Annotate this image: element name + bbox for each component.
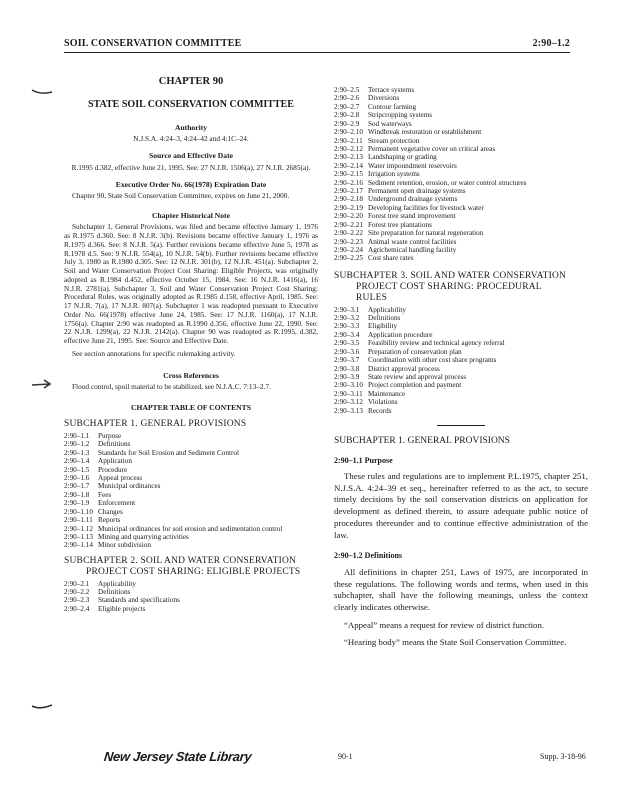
toc-item [334,365,588,373]
cross-references-heading: Cross References [163,370,219,380]
toc-item-title: Applicability [368,305,406,314]
toc-item [64,440,318,448]
toc-item-title: Application procedure [368,330,433,339]
divider [437,425,485,426]
toc-item-title: Standards for Soil Erosion and Sediment Control [98,448,239,457]
toc-item [334,331,588,339]
authority-text: N.J.S.A. 4:24–3, 4:24–42 and 4:1C–24. [133,133,249,143]
chapter-label: CHAPTER 90 [158,76,224,87]
toc-sub3-list [334,306,588,415]
toc-item [64,516,318,524]
expiration-text: Chapter 90, State Soil Conservation Committee, expires on June 21, 2000. [72,191,290,201]
toc-item-number: 2:90–3.5 [334,339,360,348]
toc-item-number: 2:90–2.8 [334,111,360,120]
toc-item [334,254,588,262]
hearing-body-definition: “Hearing body” means the State Soil Conservation Committee. [344,637,567,648]
toc-item-number: 2:90–2.11 [334,136,363,145]
toc-item-title: Permanent open drainage systems [368,187,466,196]
toc-item [334,348,588,356]
toc-item-number: 2:90–2.13 [334,153,363,162]
toc-item [334,356,588,364]
toc-heading: CHAPTER TABLE OF CONTENTS [131,403,251,413]
toc-item-title: Definitions [368,314,401,323]
toc-item-number: 2:90–3.9 [334,373,360,381]
toc-item [334,246,588,254]
toc-item-number: 2:90–2.19 [334,203,363,212]
toc-item [334,103,588,111]
toc-sub2-list-part1 [64,580,318,614]
toc-item [334,381,588,389]
toc-item-number: 2:90–2.12 [334,144,363,153]
toc-item-title: State review and approval process [368,373,467,381]
toc-item [334,204,588,212]
toc-item [334,322,588,330]
toc-item [334,407,588,415]
toc-item-title: Standards and specifications [98,596,180,605]
toc-item [334,94,588,102]
toc-item [64,449,318,457]
toc-item [334,229,588,237]
toc-item-title: Eligibility [368,322,398,331]
section-1-2-text: All definitions in chapter 251, Laws of 1975, are incorporated in these regulations. The following words and terms, when used in this subchapter, shall have the following meanings, unless the context clearly indicates otherwise. [334,566,588,612]
toc-item-title: Project completion and payment [368,381,462,390]
toc-item [334,306,588,314]
toc-item-number: 2:90–2.15 [334,170,363,179]
cross-references-text: Flood control, spoil material to be stabilized, see N.J.A.C. 7:13–2.7. [72,381,271,391]
source-heading: Source and Effective Date [148,151,233,161]
toc-item-number: 2:90–1.4 [64,457,90,466]
toc-item-title: Coordination with other cost share programs [368,356,497,365]
toc-item-title: Procedure [98,465,128,474]
header-section: 2:90–1.2 [532,38,570,49]
toc-item [64,580,318,588]
toc-sub2-list-part2 [334,86,588,263]
toc-item-number: 2:90–2.23 [334,237,363,246]
toc-item-title: Appeal process [98,474,143,482]
header-title: SOIL CONSERVATION COMMITTEE [64,38,242,49]
toc-item-number: 2:90–2.3 [64,596,90,605]
toc-item-title: Application [98,457,132,466]
toc-item-number: 2:90–2.18 [334,195,363,204]
toc-sub3-title-line3: RULES [356,292,388,303]
toc-item-title: Terrace systems [368,86,414,94]
toc-sub2-title-line2: PROJECT COST SHARING: ELIGIBLE PROJECTS [86,566,301,577]
toc-item-title: Permanent vegetative cover on critical areas [368,144,496,153]
toc-item-title: Mining and quarrying activities [98,532,189,541]
right-column [334,86,588,649]
toc-sub3-title [334,271,588,304]
section-1-1-text: These rules and regulations are to implement P.L.1975, chapter 251, N.J.S.A. 4:24–39 et seq., hereinafter referred to as the act, to secure timely decisions by the soil conservation districts on application for development as defined therein, to assure adequate public notice of procedures thereunder and to continue effective administration of the law. [334,471,588,540]
toc-item-number: 2:90–2.20 [334,212,363,221]
toc-item-title: Contour farming [368,102,417,111]
running-header [64,38,570,53]
toc-item-number: 2:90–2.6 [334,94,360,103]
left-column [64,66,318,613]
toc-item [334,145,588,153]
toc-sub2-title [64,556,318,578]
toc-item-title: Municipal ordinances [98,482,161,491]
toc-sub1-list [64,432,318,550]
toc-item [64,491,318,499]
margin-mark-icon [30,86,54,98]
subchapter-1-heading: SUBCHAPTER 1. GENERAL PROVISIONS [334,436,510,447]
toc-sub3-title-line2: PROJECT COST SHARING: PROCEDURAL [356,281,542,292]
toc-item [64,533,318,541]
library-stamp: New Jersey State Library [103,749,253,764]
toc-item-title: Minor subdivision [98,541,151,550]
toc-item [334,314,588,322]
authority-heading: Authority [174,122,208,132]
toc-item [334,120,588,128]
toc-item-title: Sod waterways [368,119,412,128]
toc-item-title: District approval process [368,364,440,373]
toc-item-number: 2:90–3.2 [334,314,360,323]
toc-item-number: 2:90–3.13 [334,406,363,415]
toc-item [64,508,318,516]
toc-item [64,474,318,482]
toc-item [334,238,588,246]
toc-item-title: Enforcement [98,499,136,508]
toc-sub1-title: SUBCHAPTER 1. GENERAL PROVISIONS [64,418,247,429]
toc-item [334,390,588,398]
source-text: R.1995 d.382, effective June 21, 1995. See: 27 N.J.R. 1506(a), 27 N.J.R. 2685(a). [71,162,311,172]
toc-item-title: Landshaping or grading [368,153,437,162]
toc-item-number: 2:90–2.16 [334,178,363,187]
toc-item [334,86,588,94]
toc-item-title: Feasibility review and technical agency referral [368,339,505,348]
toc-item-title: Changes [98,507,123,516]
toc-item [64,457,318,465]
toc-item-number: 2:90–1.11 [64,516,93,525]
toc-item [334,212,588,220]
toc-item-number: 2:90–2.9 [334,119,360,128]
toc-item-title: Violations [368,398,398,407]
page-number: 90-1 [338,752,353,761]
appeal-definition: “Appeal” means a request for review of district function. [344,619,545,630]
toc-item-title: Forest tree plantations [368,220,432,229]
toc-item [64,499,318,507]
toc-item-number: 2:90–1.6 [64,474,90,482]
toc-item-number: 2:90–2.2 [64,588,90,597]
toc-item [334,162,588,170]
toc-item-number: 2:90–2.4 [64,604,90,613]
supplement-date: Supp. 3-18-96 [540,752,586,761]
toc-item [334,221,588,229]
toc-item-number: 2:90–2.10 [334,128,363,137]
toc-item-title: Forest tree stand improvement [368,212,456,221]
toc-item [334,111,588,119]
toc-item-number: 2:90–2.22 [334,229,363,238]
toc-item-title: Windbreak restoration or establishment [368,128,482,137]
history-text: Subchapter 1, General Provisions, was filed and became effective January 1, 1976 as R.1975 d.360. See: 8 N.J.R. 3(b). Revisions became effective January 1, 1976 as R.1975 d.366. See: 8 N.J.R. 5(a). Further revisions became effective June 5, 1978 as R.1978 d.5. See: 9 N.J.R. 554(a), 10 N.J.R. 54(b). Further revisions became effective July 3, 1980 as R.1980 d.305. See: 12 N.J.R. 301(b), 12 N.J.R. 451(a). Subchapter 2, Soil and Water Conservation Project Cost Sharing: Eligible Projects, was originally adopted as R.1984 d.452, effective October 15, 1984. See: 16 N.J.R. 1416(a), 16 N.J.R. 2781(a). Subchapter 3, Soil and Water Conservation Project Cost Sharing: Procedural Rules, was originally adopted as R.1985 d.158, effective April, 1985. See: 17 N.J.R. 7(a), 17 N.J.R. 807(a). Subchapter 1 was readopted pursuant to Executive Order No. 66(1978) effective June 24, 1985. See: 17 N.J.R. 1160(a), 17 N.J.R. 1756(a). Chapter 2:90 was readopted as R.1990 d.356, effective June 22, 1990. See: 22 N.J.R. 1299(a), 22 N.J.R. 2142(a). Chapter 90 was readopted as R.1995, d.382, effective June 21, 1995. See: Source and Effective Date. [64,222,318,346]
toc-item-number: 2:90–3.7 [334,356,360,365]
toc-item-title: Site preparation for natural regeneration [368,229,484,238]
toc-item [64,605,318,613]
toc-item-number: 2:90–1.9 [64,499,90,508]
toc-item [64,588,318,596]
toc-item-title: Stripcropping systems [368,111,433,120]
toc-item [334,153,588,161]
toc-item-title: Records [368,406,392,415]
toc-item-number: 2:90–2.1 [64,579,90,588]
toc-sub3-title-line1: SUBCHAPTER 3. SOIL AND WATER CONSERVATION [334,270,567,281]
toc-item-title: Stream protection [368,136,420,145]
toc-item-number: 2:90–3.3 [334,322,360,331]
toc-item-title: Animal waste control facilities [368,237,457,246]
toc-item-number: 2:90–1.8 [64,490,90,499]
toc-item-number: 2:90–3.12 [334,398,363,407]
toc-item [334,170,588,178]
toc-item [334,339,588,347]
toc-item-title: Diversions [368,94,400,103]
toc-item-title: Maintenance [368,389,406,398]
toc-item-number: 2:90–1.13 [64,532,93,541]
toc-item [334,128,588,136]
toc-item-number: 2:90–1.12 [64,524,93,533]
history-heading: Chapter Historical Note [152,211,230,221]
toc-item-title: Fees [98,490,112,499]
margin-mark-icon [30,700,54,712]
toc-item-number: 2:90–1.1 [64,431,90,440]
toc-item-number: 2:90–3.10 [334,381,363,390]
toc-item [64,466,318,474]
toc-item-title: Developing facilities for livestock water [368,203,484,212]
section-1-2-title: 2:90–1.2 Definitions [334,551,402,561]
toc-item [334,195,588,203]
history-note: See section annotations for specific rulemaking activity. [72,348,236,358]
toc-item [64,432,318,440]
toc-item [64,541,318,549]
toc-item [334,187,588,195]
toc-item-title: Purpose [98,431,122,440]
toc-sub2-title-line1: SUBCHAPTER 2. SOIL AND WATER CONSERVATION [64,555,297,566]
toc-item-number: 2:90–2.7 [334,102,360,111]
expiration-heading: Executive Order No. 66(1978) Expiration Date [115,180,267,190]
toc-item-title: Irrigation systems [368,170,420,179]
toc-item-number: 2:90–1.7 [64,482,90,491]
toc-item-number: 2:90–3.6 [334,347,360,356]
toc-item-number: 2:90–2.24 [334,246,363,255]
toc-item [64,596,318,604]
toc-item-title: Municipal ordinances for soil erosion and sedimentation control [98,524,283,533]
toc-item-number: 2:90–1.2 [64,440,90,449]
toc-item [334,137,588,145]
toc-item-title: Definitions [98,588,131,597]
toc-item-number: 2:90–3.11 [334,389,363,398]
toc-item [334,373,588,381]
toc-item-title: Sediment retention, erosion, or water control structures [368,178,527,187]
toc-item-number: 2:90–2.21 [334,220,363,229]
toc-item-title: Underground drainage systems [368,195,458,204]
toc-item-number: 2:90–1.14 [64,541,93,550]
toc-item-number: 2:90–1.3 [64,448,90,457]
toc-item-number: 2:90–3.4 [334,330,360,339]
toc-item [64,525,318,533]
toc-item-number: 2:90–2.17 [334,187,363,196]
toc-item-number: 2:90–3.1 [334,305,360,314]
toc-item-number: 2:90–2.14 [334,161,363,170]
toc-item-number: 2:90–2.25 [334,254,363,263]
toc-item-title: Water impoundment reservoirs [368,161,457,170]
toc-item-number: 2:90–1.5 [64,465,90,474]
section-1-1-title: 2:90–1.1 Purpose [334,455,393,465]
toc-item-number: 2:90–2.5 [334,86,360,94]
toc-item-number: 2:90–1.10 [64,507,93,516]
toc-item-title: Cost share rates [368,254,414,263]
chapter-title: STATE SOIL CONSERVATION COMMITTEE [88,98,294,110]
margin-mark-icon [30,378,54,392]
toc-item-number: 2:90–3.8 [334,364,360,373]
toc-item-title: Preparation of conservation plan [368,347,462,356]
toc-item [64,482,318,490]
toc-item-title: Reports [98,516,121,525]
toc-item [334,398,588,406]
toc-item-title: Definitions [98,440,131,449]
toc-item-title: Agrichemical handling facility [368,246,457,255]
toc-item-title: Eligible projects [98,604,146,613]
toc-item-title: Applicability [98,579,136,588]
toc-item [334,179,588,187]
